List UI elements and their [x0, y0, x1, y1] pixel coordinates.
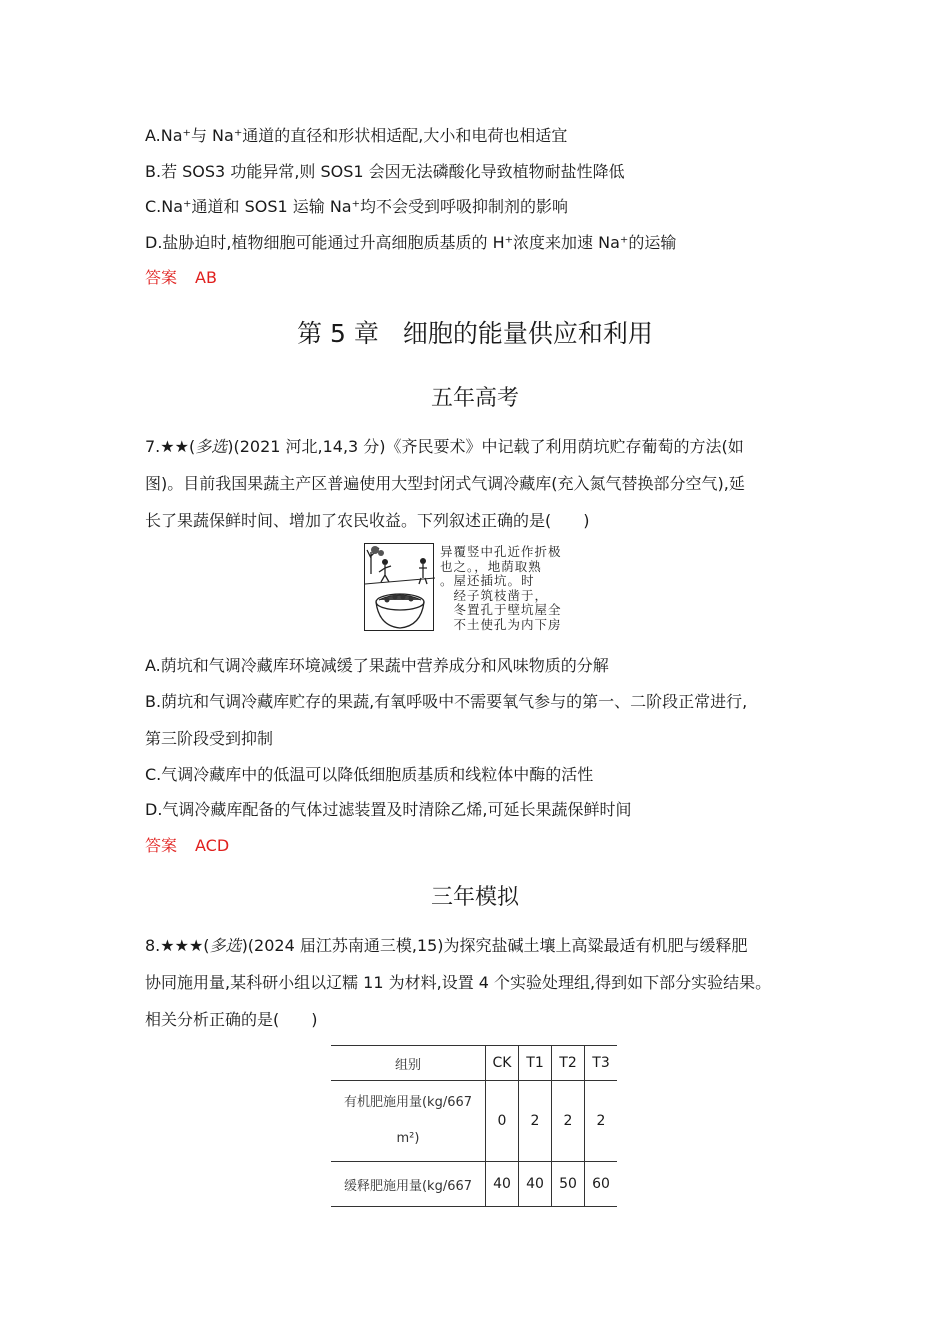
table-cell: 2	[552, 1081, 585, 1162]
table-cell: 2	[519, 1081, 552, 1162]
caption-line: 。屋还插坑。时	[440, 573, 535, 588]
q7-option-a: A.荫坑和气调冷藏库环境减缓了果蔬中营养成分和风味物质的分解	[145, 656, 609, 675]
table-row-label	[331, 1081, 486, 1162]
q7-answer	[145, 836, 229, 856]
q8-data-table	[331, 1045, 617, 1207]
q7-stem-line1	[145, 437, 744, 457]
q8-stem-line1	[145, 936, 748, 956]
section-heading-three-years: 三年模拟	[430, 885, 519, 910]
q8-stem-line2: 协同施用量,某科研小组以辽糯 11 为材料,设置 4 个实验处理组,得到如下部分实验结果。	[145, 973, 772, 992]
table-row	[331, 1081, 617, 1162]
row-label-line: 有机肥施用量(kg/667	[343, 1095, 473, 1110]
q7-option-b-cont: 第三阶段受到抑制	[145, 729, 274, 748]
q7-option-b: B.荫坑和气调冷藏库贮存的果蔬,有氧呼吸中不需要氧气参与的第一、二阶段正常进行,	[145, 692, 748, 711]
q6-option-c: C.Na⁺通道和 SOS1 运输 Na⁺均不会受到呼吸抑制剂的影响	[145, 197, 569, 216]
q7-illustration	[364, 543, 590, 633]
table-cell: 40	[519, 1162, 552, 1207]
q7-tag: 多选	[195, 437, 228, 456]
table-cell: 0	[486, 1081, 519, 1162]
answer-label: 答案	[145, 268, 178, 287]
q7-stem-line3: 长了果蔬保鲜时间、增加了农民收益。下列叙述正确的是( )	[145, 511, 590, 530]
table-header-cell: 组别	[331, 1046, 486, 1081]
caption-line: 异覆竖中孔近作折极	[440, 544, 562, 559]
table-header-cell: CK	[486, 1046, 519, 1081]
table-cell: 50	[552, 1162, 585, 1207]
caption-line: 也之。，地荫取熟	[440, 558, 542, 574]
q7-option-c: C.气调冷藏库中的低温可以降低细胞质基质和线粒体中酶的活性	[145, 765, 594, 784]
caption-line: 不土使孔为内下房	[440, 616, 562, 632]
answer-label: 答案	[145, 836, 178, 855]
illustration-caption	[440, 545, 590, 631]
q8-source: )(2024 届江苏南通三模,15)为探究盐碱土壤上高粱最适有机肥与缓释肥	[241, 936, 748, 955]
chapter-title: 细胞的能量供应和利用	[402, 319, 653, 348]
table-cell: 60	[585, 1162, 618, 1207]
table-cell: 40	[486, 1162, 519, 1207]
grape-pit-drawing	[364, 543, 434, 631]
q6-option-b: B.若 SOS3 功能异常,则 SOS1 会因无法磷酸化导致植物耐盐性降低	[145, 162, 625, 181]
table-cell: 2	[596, 1113, 606, 1129]
answer-value: ACD	[195, 836, 230, 855]
chapter-heading	[0, 314, 950, 350]
section-heading-five-years: 五年高考	[430, 386, 519, 411]
q8-stem-line3: 相关分析正确的是( )	[145, 1010, 318, 1029]
caption-line: 经子筑枝凿于，	[440, 587, 549, 603]
table-header-row	[331, 1046, 617, 1081]
table-header-cell: T2	[552, 1046, 585, 1081]
answer-value: AB	[195, 268, 217, 287]
caption-line: 冬置孔于壁坑屋全	[440, 602, 562, 617]
q6-answer	[145, 268, 217, 288]
table-header-cell: T3	[585, 1046, 618, 1081]
table-row	[331, 1162, 617, 1207]
row-label-line: m²)	[396, 1131, 420, 1146]
table-row-label: 缓释肥施用量(kg/667	[331, 1162, 486, 1207]
chapter-number: 第 5 章	[297, 319, 379, 348]
q7-prefix: 7.★★(	[145, 437, 196, 456]
q7-option-d: D.气调冷藏库配备的气体过滤装置及时清除乙烯,可延长果蔬保鲜时间	[145, 800, 632, 819]
q8-tag: 多选	[209, 936, 242, 955]
q7-stem-line2: 图)。目前我国果蔬主产区普遍使用大型封闭式气调冷藏库(充入氮气替换部分空气),延	[145, 474, 745, 493]
q6-option-a: A.Na⁺与 Na⁺通道的直径和形状相适配,大小和电荷也相适宜	[145, 126, 568, 145]
q6-option-d: D.盐胁迫时,植物细胞可能通过升高细胞质基质的 H⁺浓度来加速 Na⁺的运输	[145, 233, 677, 252]
q7-source: )(2021 河北,14,3 分)《齐民要术》中记载了利用荫坑贮存葡萄的方法(如	[227, 437, 744, 456]
table-header-cell: T1	[519, 1046, 552, 1081]
q8-prefix: 8.★★★(	[145, 936, 210, 955]
